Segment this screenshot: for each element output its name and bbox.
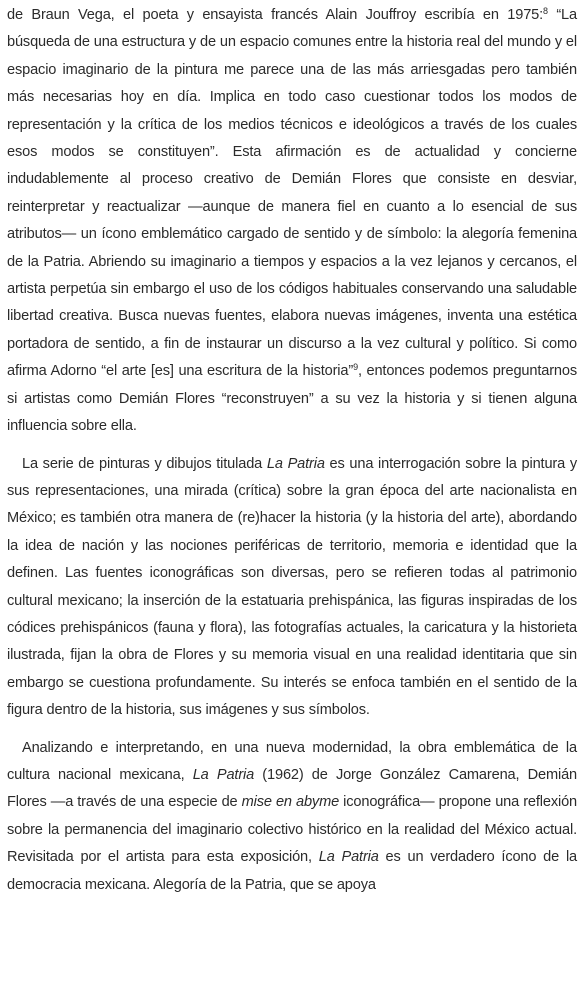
text-run: iconográfica— propone una reflexión sobre la permanencia del imaginario colectivo histórico en la realidad del México actual. Revisitada por el artista para esta exposición, bbox=[7, 794, 578, 866]
paragraph-3 bbox=[7, 735, 577, 899]
title-italic: La Patria bbox=[318, 849, 379, 866]
text-run: (1962) de Jorge González Camarena, Demián Flores —a través de una especie de bbox=[7, 766, 578, 811]
text-run: “La búsqueda de una estructura y de un espacio comunes entre la historia real del mundo y el espacio imaginario de la pintura me parece una de las más arriesgadas pero también más necesarias hoy en día. Implica en todo caso cuestionar todos los modos de representación y la crítica de los medios técnicos e ideológicos a través de los cuales esos modos se constituyen”. Esta afirmación es de actualidad y concierne indudablemente al proceso creativo de Demián Flores que consiste en desviar, reinterpretar y reactualizar —aunque de manera fiel en cuanto a lo esencial de sus atributos— un ícono emblemático cargado de sentido y de símbolo: la alegoría femenina de la Patria. Abriendo su imaginario a tiempos y espacios a la vez lejanos y cercanos, el artista perpetúa sin embargo el uso de los códigos habituales conservando una saludable libertad creativa. Busca nuevas fuentes, elabora nuevas imágenes, inventa una estética portadora de sentido, a fin de instaurar un discurso a la vez cultural y político. Si como afirma Adorno “el arte [es] una escritura de la historia” bbox=[7, 7, 577, 380]
text-run: La serie de pinturas y dibujos titulada bbox=[22, 455, 267, 472]
term-italic: mise en abyme bbox=[241, 794, 340, 811]
paragraph-1 bbox=[7, 2, 577, 441]
text-run: , entonces podemos preguntarnos si artistas como Demián Flores “reconstruyen” a su vez la historia y si tienen alguna influencia sobre ella. bbox=[7, 363, 578, 435]
title-italic: La Patria bbox=[266, 455, 325, 472]
footnote-ref-8[interactable]: 8 bbox=[543, 6, 548, 17]
title-italic: La Patria bbox=[192, 766, 255, 783]
text-run: Analizando e interpretando, en una nueva modernidad, la obra emblemática de la cultura nacional mexicana, bbox=[7, 739, 577, 783]
text-run: es una interrogación sobre la pintura y sus representaciones, una mirada (crítica) sobre la gran época del arte nacionalista en México; es también otra manera de (re)hacer la historia (y la historia del arte), abordando la idea de nación y las nociones periféricas de territorio, memoria e identidad que la definen. Las fuentes iconográficas son diversas, pero se refieren todas al patrimonio cultural mexicano; la inserción de la estatuaria prehispánica, las figuras inspiradas de los códices prehispánicos (fauna y flora), las fotografías actuales, la caricatura y la historieta ilustrada, fijan la obra de Flores y su memoria visual en una realidad identitaria que sin embargo se cuestiona profundamente. Su interés se enfoca también en el sentido de la figura dentro de la historia, sus imágenes y sus símbolos. bbox=[7, 455, 577, 719]
text-run: de Braun Vega, el poeta y ensayista francés Alain Jouffroy escribía en 1975: bbox=[7, 7, 544, 23]
footnote-ref-9[interactable]: 9 bbox=[353, 362, 358, 373]
paragraph-2 bbox=[7, 451, 577, 725]
text-run: es un verdadero ícono de la democracia mexicana. Alegoría de la Patria, que se apoya bbox=[7, 849, 577, 893]
document-page bbox=[0, 2, 587, 1002]
